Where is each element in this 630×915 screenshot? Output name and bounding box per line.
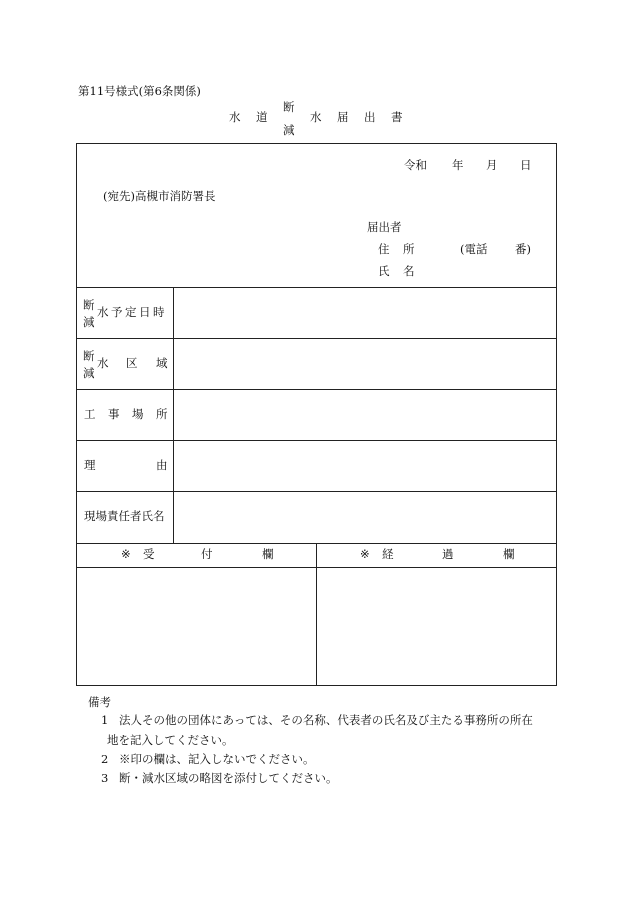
header-char: 過: [442, 547, 454, 561]
title-char: 書: [391, 110, 403, 124]
date-day: 日: [520, 158, 532, 172]
note-continuation: 地を記入してください。: [107, 733, 234, 747]
row-label-char: 水: [97, 356, 109, 370]
title-char: 届: [337, 110, 349, 124]
row-label-stack: [83, 299, 95, 329]
stack-bottom: 減: [83, 315, 95, 329]
row-label-char: 水: [97, 305, 109, 319]
row-label-stack: [83, 350, 95, 380]
row-label-char: 時: [153, 305, 165, 319]
phone-label: (電話: [460, 242, 488, 256]
header-char: 付: [201, 547, 213, 561]
stack-top: 断: [83, 298, 95, 312]
row-label-char: 予: [111, 305, 123, 319]
note-number: 3: [101, 771, 109, 785]
header-char: 経: [382, 547, 394, 561]
address-label-char: 所: [403, 242, 415, 256]
note-text: 断・減水区域の略図を添付してください。: [119, 771, 338, 785]
stack-bottom: 減: [83, 366, 95, 380]
row-label-char: 理: [84, 458, 96, 472]
header-char: ※: [360, 547, 370, 561]
title-char: 出: [364, 110, 376, 124]
row-label-char: 域: [156, 356, 168, 370]
reason-field[interactable]: [174, 441, 556, 490]
addressee: (宛先)高槻市消防署長: [103, 189, 216, 203]
area-field[interactable]: [174, 339, 556, 388]
title-char: 道: [256, 110, 268, 124]
name-label-char: 名: [403, 264, 415, 278]
site-field[interactable]: [174, 390, 556, 439]
date-month: 月: [486, 158, 498, 172]
date-era: 令和: [404, 158, 427, 172]
note-number: 2: [101, 752, 109, 766]
title-stack-top: 断: [283, 100, 295, 114]
progress-field: [317, 568, 556, 685]
date-year: 年: [452, 158, 464, 172]
row-label-char: 日: [139, 305, 151, 319]
manager-field[interactable]: [174, 492, 556, 542]
title-stacked-chars: [283, 101, 295, 137]
row-label-char: 区: [126, 356, 138, 370]
address-label-char: 住: [378, 242, 390, 256]
header-char: 欄: [503, 547, 515, 561]
title-char: 水: [229, 110, 241, 124]
note-text: ※印の欄は、記入しないでください。: [119, 752, 315, 766]
title-char: 水: [310, 110, 322, 124]
header-char: 受: [143, 547, 155, 561]
row-label-char: 工: [84, 407, 96, 421]
row-label-char: 事: [108, 407, 120, 421]
name-label-char: 氏: [378, 264, 390, 278]
row-label-char: 所: [156, 407, 168, 421]
title-stack-bottom: 減: [283, 123, 295, 137]
row-label-char: 由: [156, 458, 168, 472]
scheduled-datetime-field[interactable]: [174, 288, 556, 337]
note-text: 法人その他の団体にあっては、その名称、代表者の氏名及び主たる事務所の所在: [119, 713, 533, 727]
row-label-char: 場: [132, 407, 144, 421]
applicant-label: 届出者: [367, 220, 402, 234]
header-char: ※: [121, 547, 131, 561]
phone-suffix: 番): [515, 242, 531, 256]
reception-field: [77, 568, 315, 685]
stack-top: 断: [83, 349, 95, 363]
header-char: 欄: [262, 547, 274, 561]
form-number: 第11号様式(第6条関係): [78, 84, 201, 98]
row-label-char: 定: [125, 305, 137, 319]
row-label-manager: 現場責任者氏名: [84, 509, 165, 523]
note-number: 1: [101, 713, 109, 727]
notes-title: 備考: [88, 695, 111, 709]
